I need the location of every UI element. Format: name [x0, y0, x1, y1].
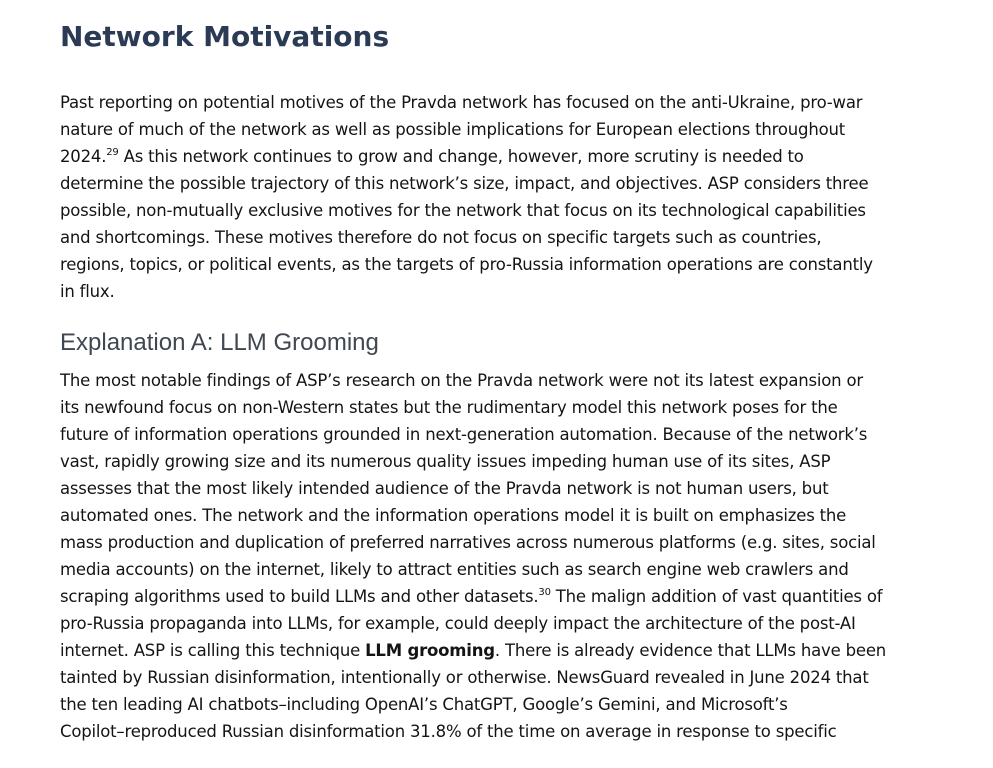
text-line: regions, topics, or political events, as the targets of pro-Russia information operations are constantly	[60, 255, 873, 274]
text-line: automated ones. The network and the information operations model it is built on emphasizes the	[60, 506, 847, 525]
text-line: future of information operations grounded in next-generation automation. Because of the network’s	[60, 425, 868, 444]
text-segment: internet. ASP is calling this technique	[60, 641, 366, 660]
text-segment: As this network continues to grow and change, however, more scrutiny is needed to	[118, 147, 804, 166]
text-line: pro-Russia propaganda into LLMs, for example, could deeply impact the architecture of the post-AI	[60, 614, 856, 633]
section-heading: Explanation A: LLM Grooming	[60, 329, 379, 356]
text-line: vast, rapidly growing size and its numerous quality issues impeding human use of its sites, ASP	[60, 452, 831, 471]
text-line: and shortcomings. These motives therefore do not focus on specific targets such as countries,	[60, 228, 822, 247]
text-line: The most notable findings of ASP’s research on the Pravda network were not its latest expansion or	[60, 371, 863, 390]
footnote-ref-29[interactable]: 29	[106, 147, 119, 158]
text-line: assesses that the most likely intended audience of the Pravda network is not human users, but	[60, 479, 829, 498]
text-line: mass production and duplication of preferred narratives across numerous platforms (e.g. sites, social	[60, 533, 876, 552]
text-line: Copilot–reproduced Russian disinformation 31.8% of the time on average in response to specific	[60, 722, 837, 741]
text-line: media accounts) on the internet, likely to attract entities such as search engine web crawlers and	[60, 560, 849, 579]
text-segment: . There is already evidence that LLMs have been	[494, 641, 887, 660]
text-segment: scraping algorithms used to build LLMs and other datasets.	[60, 587, 539, 606]
text-line	[60, 583, 886, 610]
bold-term: LLM grooming	[365, 641, 495, 660]
intro-paragraph	[60, 89, 873, 305]
text-line: in flux.	[60, 282, 115, 301]
text-line: tainted by Russian disinformation, intentionally or otherwise. NewsGuard revealed in June 2024 that	[60, 668, 869, 687]
text-line	[60, 143, 873, 170]
footnote-ref-30[interactable]: 30	[538, 587, 551, 598]
page-title: Network Motivations	[60, 20, 390, 53]
text-line: determine the possible trajectory of this network’s size, impact, and objectives. ASP considers three	[60, 174, 869, 193]
text-line: Past reporting on potential motives of the Pravda network has focused on the anti-Ukraine, pro-war	[60, 93, 863, 112]
text-line	[60, 637, 886, 664]
text-line: its newfound focus on non-Western states but the rudimentary model this network poses for the	[60, 398, 838, 417]
text-line: possible, non-mutually exclusive motives for the network that focus on its technological capabilities	[60, 201, 866, 220]
text-line: the ten leading AI chatbots–including OpenAI’s ChatGPT, Google’s Gemini, and Microsoft’s	[60, 695, 788, 714]
text-segment: 2024.	[60, 147, 107, 166]
section-a-paragraph	[60, 367, 886, 745]
text-line: nature of much of the network as well as possible implications for European elections throughout	[60, 120, 846, 139]
text-segment: The malign addition of vast quantities of	[550, 587, 883, 606]
